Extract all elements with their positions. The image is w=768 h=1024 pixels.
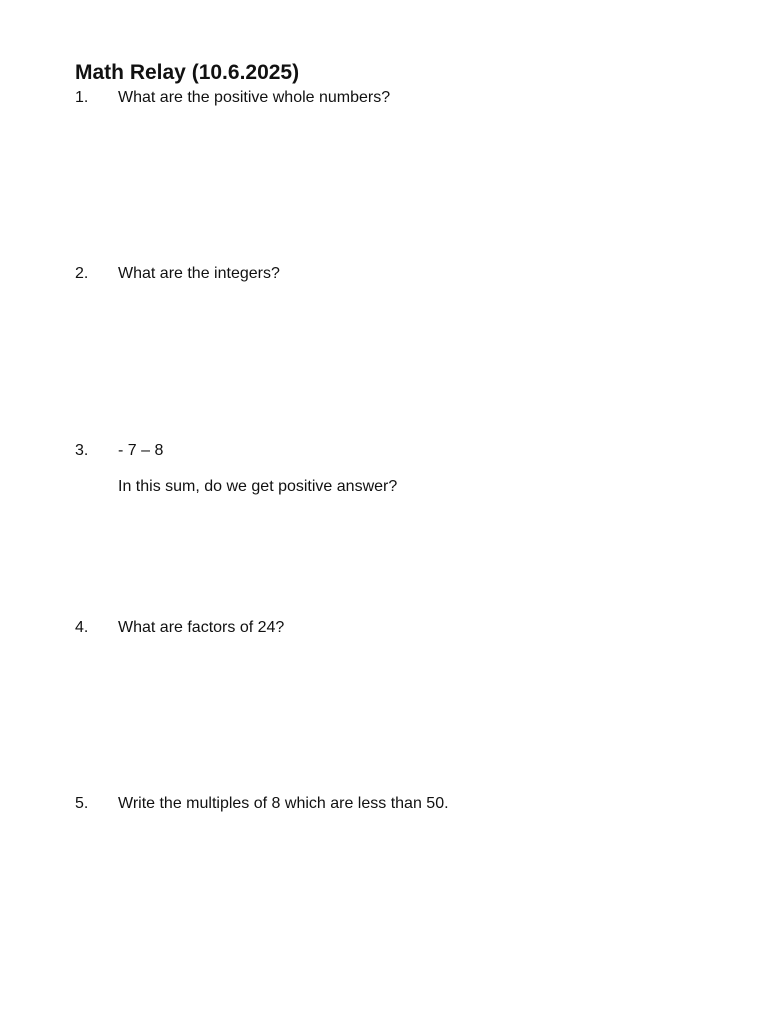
worksheet-title: Math Relay (10.6.2025)	[75, 61, 300, 85]
question-number: 4.	[75, 619, 89, 636]
question-text: What are factors of 24?	[118, 619, 285, 636]
question-number: 3.	[75, 442, 89, 459]
math-expression: - 7 – 8	[118, 442, 164, 459]
question-text: What are the integers?	[118, 265, 280, 282]
question-text: What are the positive whole numbers?	[118, 89, 391, 106]
question-text: In this sum, do we get positive answer?	[118, 478, 398, 495]
question-number: 1.	[75, 89, 89, 106]
question-text: Write the multiples of 8 which are less than 50.	[118, 795, 449, 812]
question-number: 5.	[75, 795, 89, 812]
question-number: 2.	[75, 265, 89, 282]
